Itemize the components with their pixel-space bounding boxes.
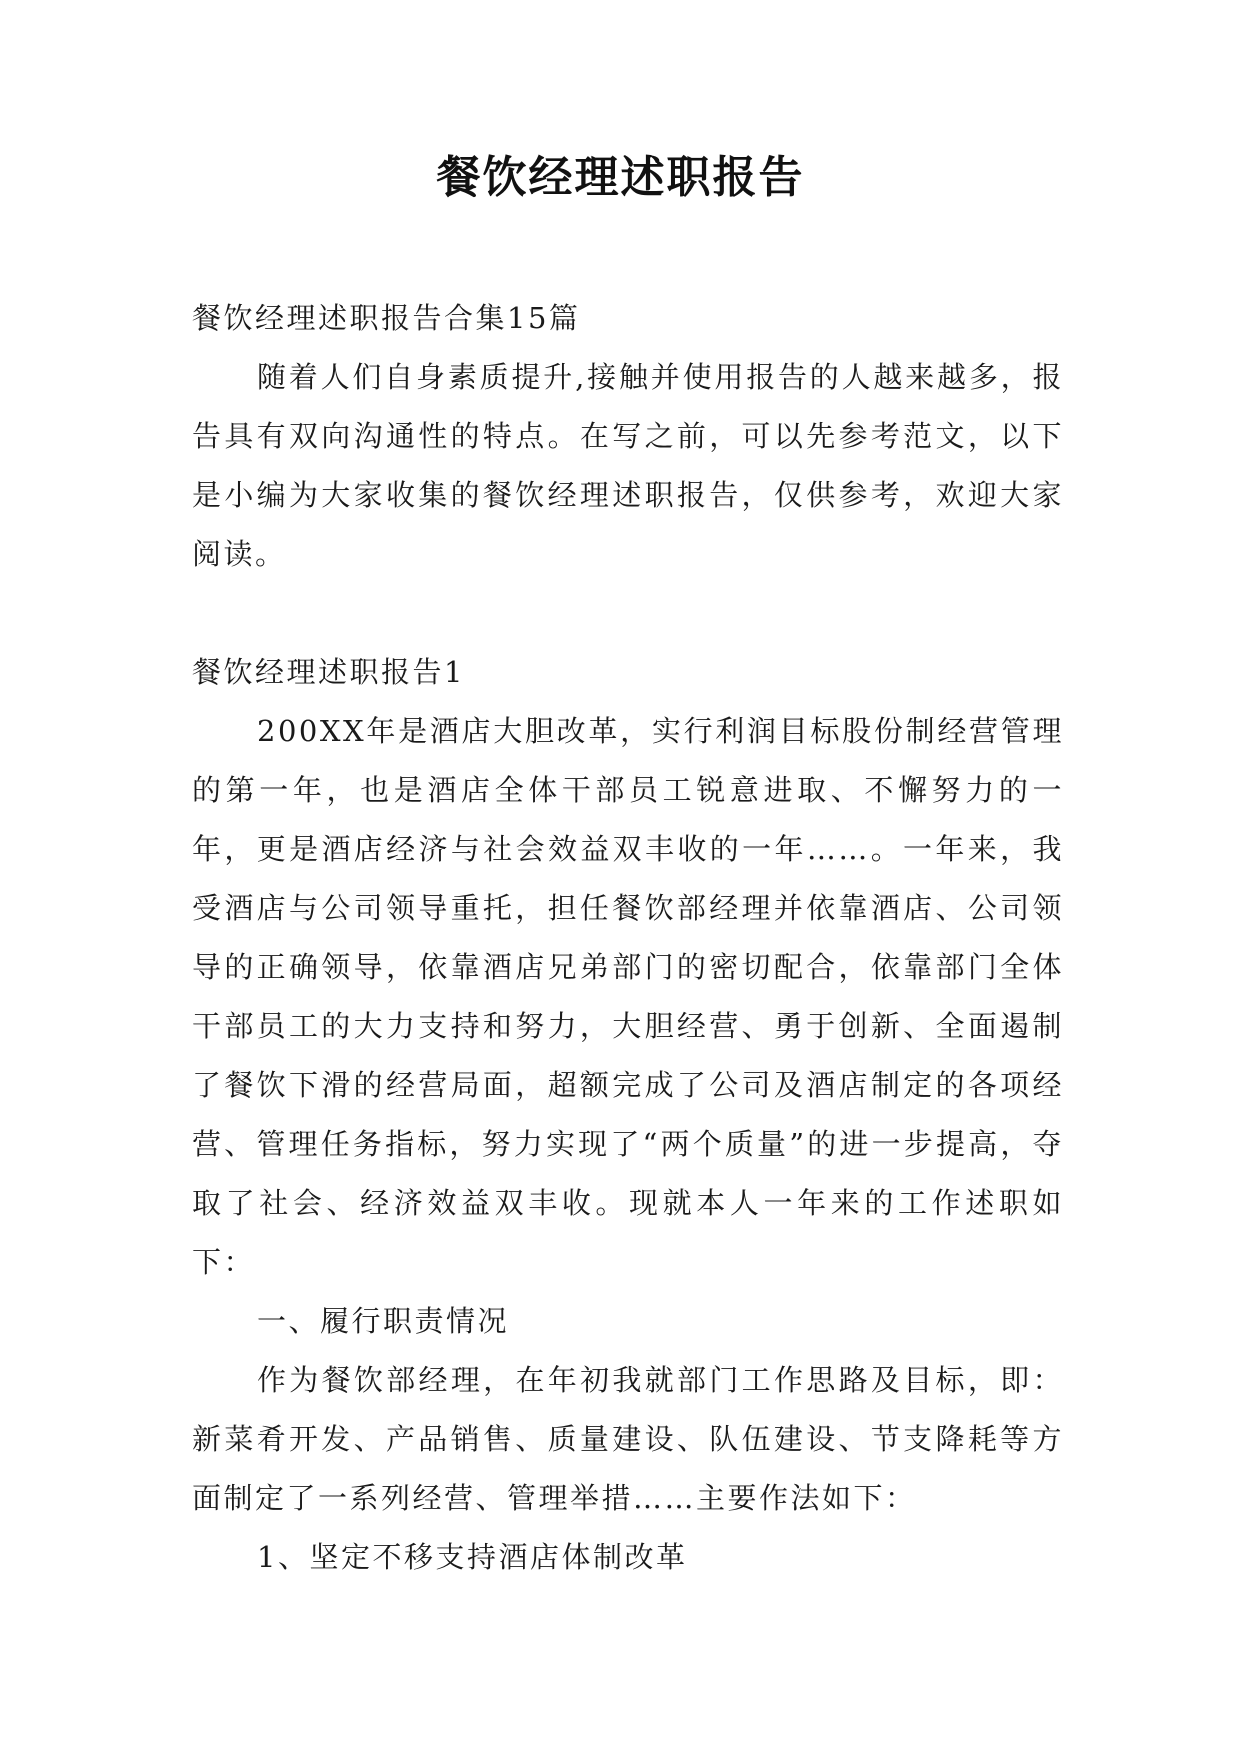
intro-paragraph: 随着人们自身素质提升,接触并使用报告的人越来越多，报告具有双向沟通性的特点。在写之前，可以先参考范文，以下是小编为大家收集的餐饮经理述职报告，仅供参考，欢迎大家阅读。 <box>192 360 1064 571</box>
body-paragraph-2: 作为餐饮部经理，在年初我就部门工作思路及目标，即：新菜肴开发、产品销售、质量建设、队伍建设、节支降耗等方面制定了一系列经营、管理举措……主要作法如下： <box>192 1363 1064 1515</box>
section-heading: 餐饮经理述职报告1 <box>192 655 465 689</box>
document-title: 餐饮经理述职报告 <box>436 152 805 203</box>
paragraph-gap <box>192 584 1064 643</box>
subheading-duties: 一、履行职责情况 <box>257 1304 510 1338</box>
body-paragraph-1: 200XX年是酒店大胆改革，实行利润目标股份制经营管理的第一年，也是酒店全体干部员工锐意进取、不懈努力的一年，更是酒店经济与社会效益双丰收的一年……。一年来，我受酒店与公司领导重托，担任餐饮部经理并依靠酒店、公司领导的正确领导，依靠酒店兄弟部门的密切配合，依靠部门全体干部员工的大力支持和努力，大胆经营、勇于创新、全面遏制了餐饮下滑的经营局面，超额完成了公司及酒店制定的各项经营、管理任务指标，努力实现了“两个质量”的进一步提高，夺取了社会、经济效益双丰收。现就本人一年来的工作述职如下： <box>192 714 1064 1279</box>
list-item-1: 1、坚定不移支持酒店体制改革 <box>257 1540 688 1574</box>
document-subtitle: 餐饮经理述职报告合集15篇 <box>192 301 581 335</box>
document-body <box>192 289 1064 1587</box>
